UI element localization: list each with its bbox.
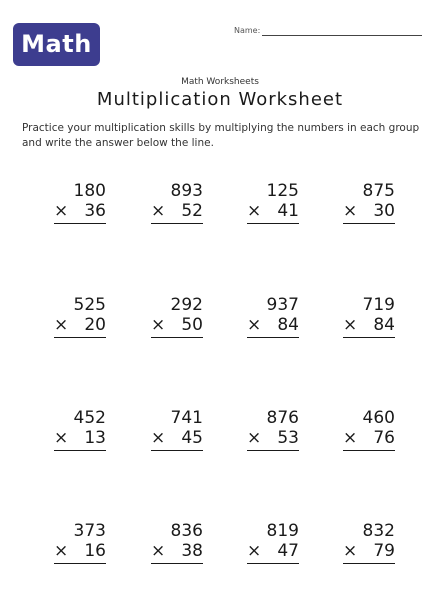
multiplicand: 292 [170,295,203,315]
problem-9 [54,408,114,468]
answer-line [343,337,395,338]
answer-line [343,563,395,564]
problem-1 [54,181,114,241]
answer-line [151,223,203,224]
multiplier: 47 [277,541,299,561]
problem-14 [151,521,211,581]
times-sign: × [343,315,358,335]
multiplicand: 937 [266,295,299,315]
answer-line [151,563,203,564]
answer-line [151,450,203,451]
times-sign: × [151,541,166,561]
times-sign: × [343,541,358,561]
multiplier: 36 [84,201,106,221]
multiplier: 50 [181,315,203,335]
multiplicand: 876 [266,408,299,428]
answer-line [54,337,106,338]
answer-line [343,450,395,451]
name-label: Name: [234,26,261,35]
multiplicand: 741 [170,408,203,428]
problem-13 [54,521,114,581]
problem-5 [54,295,114,355]
problem-11 [247,408,307,468]
times-sign: × [343,201,358,221]
times-sign: × [54,315,69,335]
problem-4 [343,181,403,241]
multiplicand: 719 [362,295,395,315]
multiplier: 45 [181,428,203,448]
times-sign: × [247,201,262,221]
multiplier: 38 [181,541,203,561]
times-sign: × [54,201,69,221]
problem-2 [151,181,211,241]
times-sign: × [54,541,69,561]
problem-7 [247,295,307,355]
problem-3 [247,181,307,241]
times-sign: × [247,428,262,448]
answer-line [54,450,106,451]
answer-line [247,563,299,564]
answer-line [151,337,203,338]
multiplicand: 460 [362,408,395,428]
multiplicand: 836 [170,521,203,541]
instructions: Practice your multiplication skills by multiplying the numbers in each group and write the answer below the line. [22,122,420,149]
multiplier: 84 [373,315,395,335]
multiplier: 41 [277,201,299,221]
multiplicand: 875 [362,181,395,201]
multiplicand: 832 [362,521,395,541]
problem-15 [247,521,307,581]
problem-12 [343,408,403,468]
answer-line [343,223,395,224]
times-sign: × [343,428,358,448]
worksheet-title: Multiplication Worksheet [96,89,344,110]
times-sign: × [151,428,166,448]
worksheet-subtitle: Math Worksheets [181,77,259,87]
problem-10 [151,408,211,468]
multiplicand: 452 [73,408,106,428]
multiplier: 76 [373,428,395,448]
multiplicand: 180 [73,181,106,201]
math-badge: Math [13,23,100,66]
multiplicand: 819 [266,521,299,541]
multiplier: 16 [84,541,106,561]
multiplier: 30 [373,201,395,221]
multiplier: 53 [277,428,299,448]
multiplicand: 893 [170,181,203,201]
answer-line [54,563,106,564]
times-sign: × [247,541,262,561]
problem-6 [151,295,211,355]
answer-line [54,223,106,224]
multiplier: 79 [373,541,395,561]
multiplicand: 373 [73,521,106,541]
multiplier: 20 [84,315,106,335]
answer-line [247,450,299,451]
multiplier: 52 [181,201,203,221]
answer-line [247,223,299,224]
multiplicand: 525 [73,295,106,315]
multiplier: 84 [277,315,299,335]
multiplicand: 125 [266,181,299,201]
multiplier: 13 [84,428,106,448]
problem-8 [343,295,403,355]
name-line[interactable] [262,35,422,36]
problem-16 [343,521,403,581]
times-sign: × [54,428,69,448]
times-sign: × [247,315,262,335]
times-sign: × [151,315,166,335]
times-sign: × [151,201,166,221]
answer-line [247,337,299,338]
